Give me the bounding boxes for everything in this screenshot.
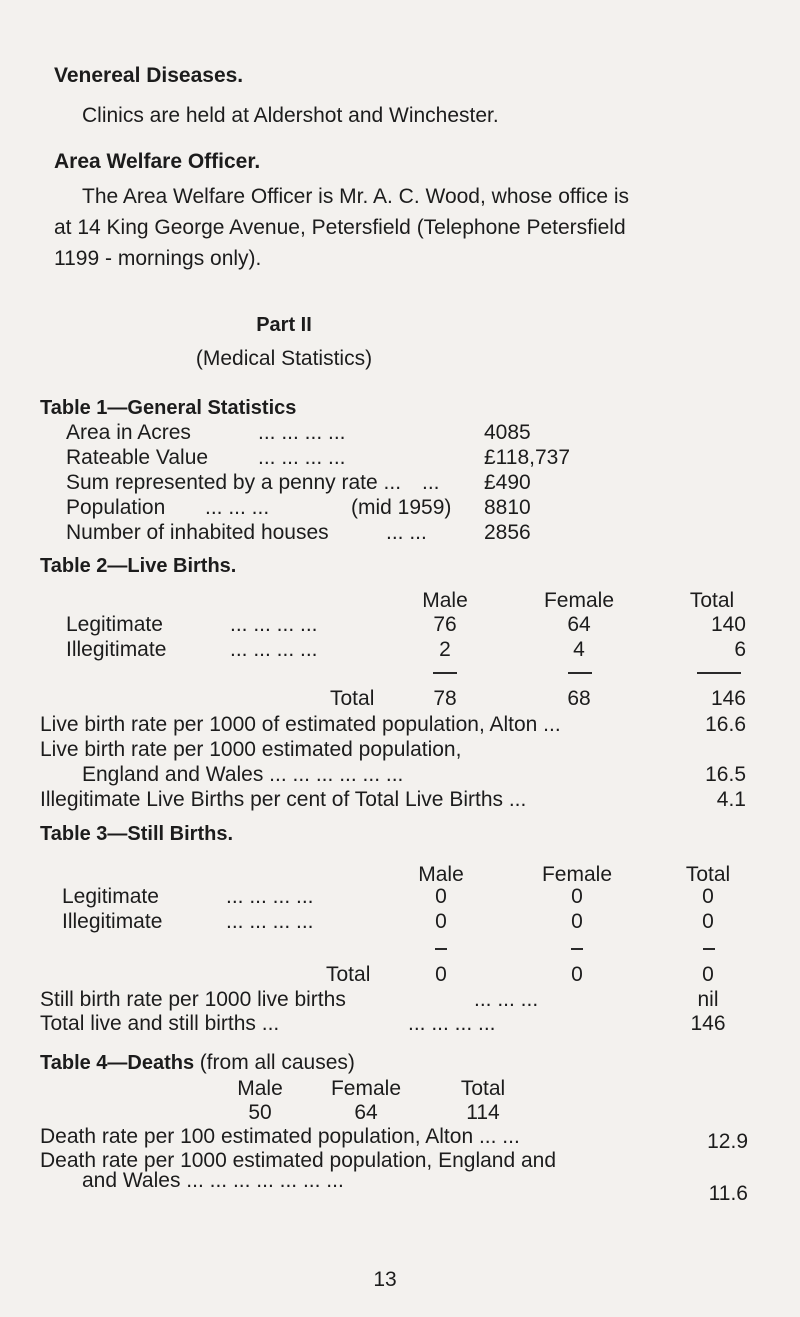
table1-note: (mid 1959) xyxy=(351,496,452,519)
table4-female: 64 xyxy=(354,1101,378,1124)
leader-dots: ... ... ... ... xyxy=(226,885,314,908)
table1-label: Area in Acres xyxy=(66,421,191,444)
table4-col-female: Female xyxy=(330,1077,402,1100)
table4-heading: Table 4—Deaths xyxy=(40,1052,195,1074)
table2-col-male: Male xyxy=(422,589,468,612)
table1-value: 4085 xyxy=(484,421,531,444)
leader-dots: ... ... ... xyxy=(205,496,270,519)
leader-dots: ... ... ... ... xyxy=(258,421,346,444)
table3-total-female: 0 xyxy=(571,963,583,986)
rate-text: Death rate per 1000 estimated population, England and xyxy=(40,1149,557,1172)
leader-dots: ... ... ... ... xyxy=(226,910,314,933)
rate-text: Still birth rate per 1000 live births xyxy=(40,988,346,1011)
table4-col-male: Male xyxy=(237,1077,283,1100)
leader-dots: ... ... ... ... xyxy=(408,1012,496,1035)
welfare-heading: Area Welfare Officer. xyxy=(54,150,261,173)
table3-total: 0 xyxy=(702,885,714,908)
table1-value: 8810 xyxy=(484,496,531,519)
table4-heading-rest: (from all causes) xyxy=(199,1051,355,1074)
leader-dots: ... ... ... ... xyxy=(230,638,318,661)
table4-male: 50 xyxy=(248,1101,272,1124)
sum-rule xyxy=(568,672,592,674)
table3-female: 0 xyxy=(571,885,583,908)
leader-dots: ... ... ... ... xyxy=(258,446,346,469)
table2-total: 6 xyxy=(734,638,746,661)
rate-value: 146 xyxy=(690,1012,726,1035)
part-subtitle: (Medical Statistics) xyxy=(195,347,373,370)
welfare-line-3: 1199 - mornings only). xyxy=(54,247,262,270)
sum-rule xyxy=(435,948,447,950)
rate-text: Illegitimate Live Births per cent of Total Live Births ... xyxy=(40,788,527,811)
sum-rule xyxy=(571,948,583,950)
rate-value: 12.9 xyxy=(707,1130,748,1153)
table2-total: 140 xyxy=(710,613,746,636)
welfare-line-1: The Area Welfare Officer is Mr. A. C. Wood, whose office is xyxy=(82,185,630,208)
table3-col-total: Total xyxy=(685,863,731,886)
table4-col-total: Total xyxy=(460,1077,506,1100)
table2-label: Legitimate xyxy=(66,613,163,636)
table2-label: Illegitimate xyxy=(66,638,167,661)
table3-total-label: Total xyxy=(326,963,371,986)
rate-text: England and Wales ... ... ... ... ... ... xyxy=(82,763,404,786)
table3-total: 0 xyxy=(702,910,714,933)
table2-col-total: Total xyxy=(689,589,735,612)
rate-text: Live birth rate per 1000 of estimated population, Alton ... xyxy=(40,713,561,736)
rate-text: Live birth rate per 1000 estimated population, xyxy=(40,738,462,761)
venereal-text: Clinics are held at Aldershot and Winchester. xyxy=(82,104,499,127)
rate-value: 16.5 xyxy=(705,763,746,786)
table1-label: Sum represented by a penny rate ... xyxy=(66,471,402,494)
table2-male: 2 xyxy=(439,638,451,661)
table4-heading-line xyxy=(40,1051,355,1075)
rate-value: nil xyxy=(697,988,719,1011)
table2-total-male: 78 xyxy=(433,687,457,710)
table3-label: Illegitimate xyxy=(62,910,163,933)
table1-value: £490 xyxy=(484,471,531,494)
page-number: 13 xyxy=(373,1268,397,1291)
table2-male: 76 xyxy=(433,613,457,636)
rate-value: 11.6 xyxy=(708,1182,748,1205)
part-title: Part II xyxy=(256,314,312,336)
table1-heading: Table 1—General Statistics xyxy=(40,397,297,419)
table3-col-female: Female xyxy=(541,863,613,886)
rate-text: Total live and still births ... xyxy=(40,1012,280,1035)
sum-rule xyxy=(703,948,715,950)
welfare-line-2: at 14 King George Avenue, Petersfield (Telephone Petersfield xyxy=(54,216,626,239)
table1-label: Population xyxy=(66,496,166,519)
table3-female: 0 xyxy=(571,910,583,933)
sum-rule xyxy=(697,672,741,674)
leader-dots: ... ... xyxy=(386,521,427,544)
table4-total: 114 xyxy=(466,1101,500,1124)
leader-dots: ... ... ... ... xyxy=(230,613,318,636)
leader-dots: ... ... ... xyxy=(474,988,539,1011)
rate-value: 16.6 xyxy=(705,713,746,736)
rate-text: Death rate per 100 estimated population, Alton ... ... xyxy=(40,1125,520,1148)
table2-total-female: 68 xyxy=(567,687,591,710)
table2-total-total: 146 xyxy=(710,687,746,710)
table1-label: Number of inhabited houses xyxy=(66,521,329,544)
sum-rule xyxy=(433,672,457,674)
venereal-heading: Venereal Diseases. xyxy=(54,64,244,87)
table3-total-male: 0 xyxy=(435,963,447,986)
table3-male: 0 xyxy=(435,885,447,908)
table2-col-female: Female xyxy=(543,589,615,612)
table3-male: 0 xyxy=(435,910,447,933)
table2-female: 4 xyxy=(573,638,585,661)
table3-total-total: 0 xyxy=(702,963,714,986)
table2-female: 64 xyxy=(567,613,591,636)
table1-value: £118,737 xyxy=(484,446,571,469)
table1-value: 2856 xyxy=(484,521,531,544)
table1-label: Rateable Value xyxy=(66,446,209,469)
table3-heading: Table 3—Still Births. xyxy=(40,823,233,845)
rate-value: 4.1 xyxy=(716,788,746,811)
leader-dots: ... xyxy=(422,471,440,494)
table3-col-male: Male xyxy=(418,863,464,886)
table3-label: Legitimate xyxy=(62,885,159,908)
table2-heading: Table 2—Live Births. xyxy=(40,555,237,577)
table2-total-label: Total xyxy=(330,687,375,710)
rate-text: and Wales ... ... ... ... ... ... ... xyxy=(82,1169,344,1192)
